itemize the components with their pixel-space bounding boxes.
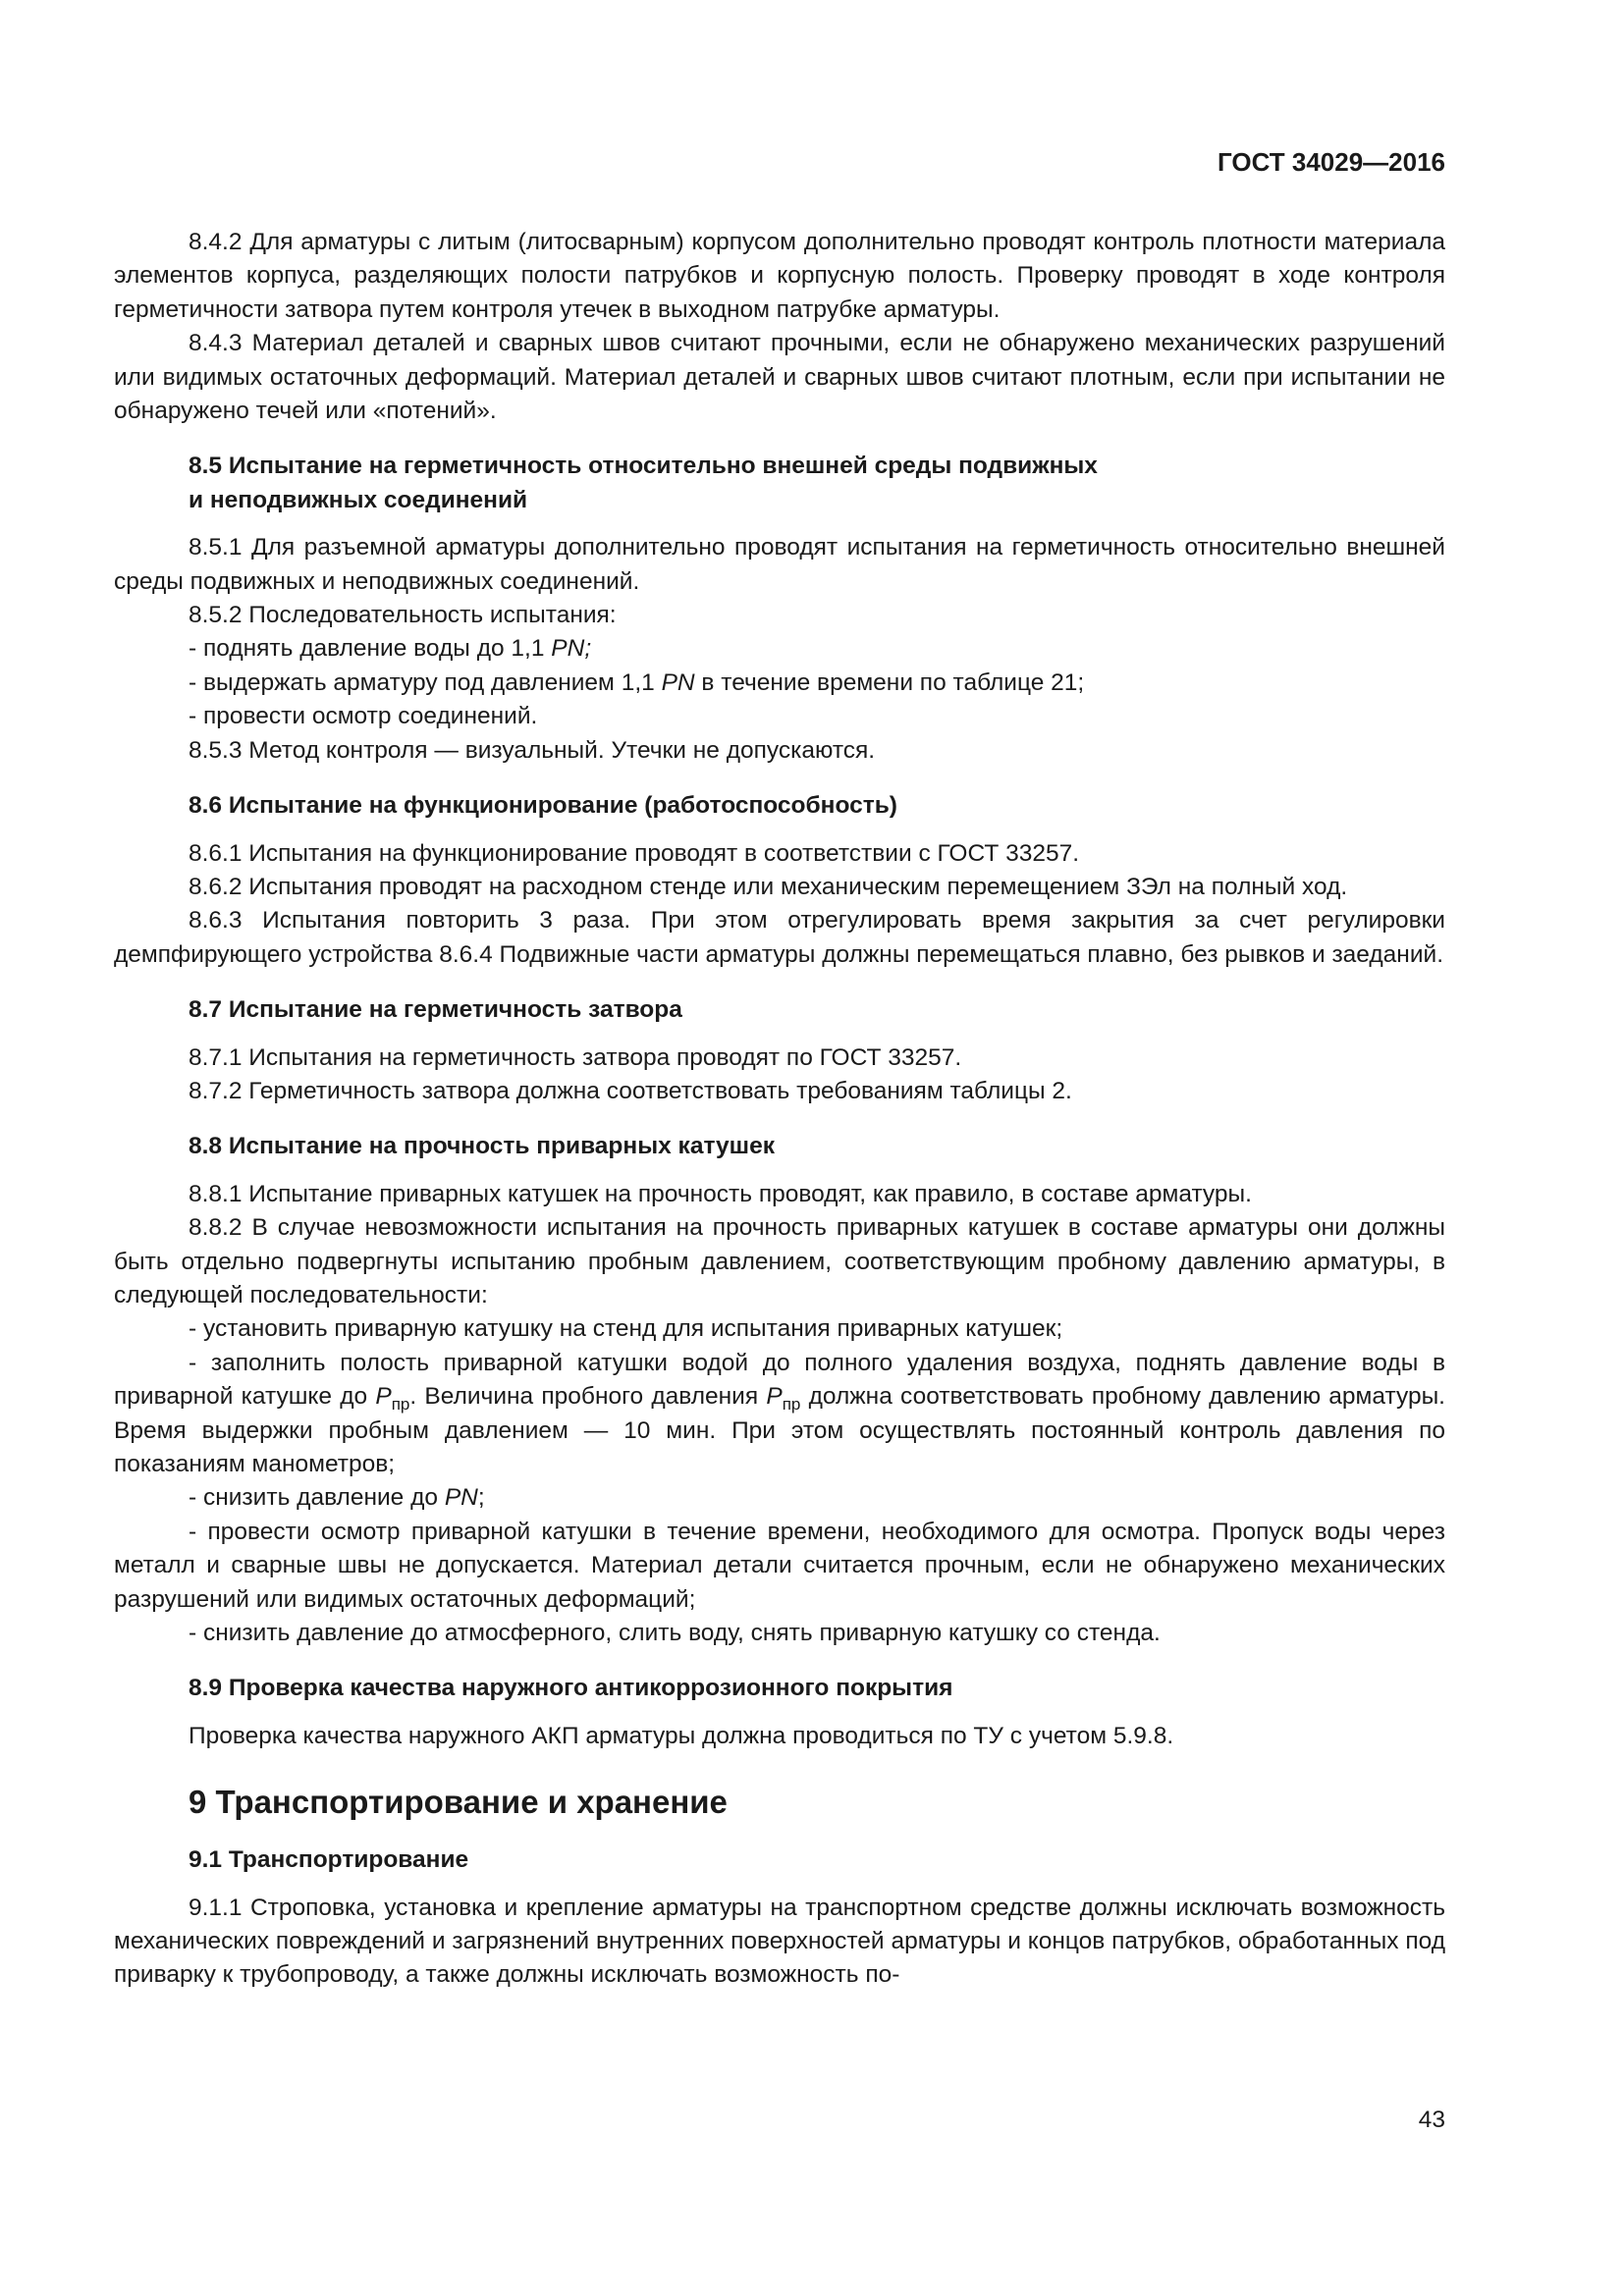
list-item-text: - снизить давление до: [189, 1484, 445, 1512]
heading-8-8: 8.8 Испытание на прочность приварных катушек: [189, 1133, 775, 1160]
paragraph-8-6-1: 8.6.1 Испытания на функционирование проводят в соответствии с ГОСТ 33257.: [189, 839, 1080, 867]
heading-section-9: 9 Транспортирование и хранение: [189, 1784, 728, 1821]
paragraph-8-6-3: 8.6.3 Испытания повторить 3 раза. При этом отрегулировать время закрытия за счет регулировки демпфирующего устройства 8.6.4 Подвижные части арматуры должны перемещаться плавно, без рывков и заеданий.: [114, 907, 1445, 968]
paragraph-8-6-2: 8.6.2 Испытания проводят на расходном стенде или механическим перемещением ЗЭл на полный ход.: [189, 873, 1348, 900]
pn-symbol: PN;: [551, 635, 592, 663]
list-item-text: - поднять давление воды до 1,1: [189, 635, 552, 663]
p-symbol: P: [766, 1383, 783, 1411]
p-subscript: пр: [782, 1395, 801, 1415]
heading-8-9: 8.9 Проверка качества наружного антикоррозионного покрытия: [189, 1675, 953, 1702]
document-code: ГОСТ 34029—2016: [1218, 147, 1445, 177]
paragraph-8-8-2: 8.8.2 В случае невозможности испытания на прочность приварных катушек в составе арматуры они должны быть отдельно подвергнуты испытанию пробным давлением, соответствующим пробному давлению арматуры, в следующей последовательности:: [114, 1214, 1445, 1308]
list-item-inspect-joints: - провести осмотр соединений.: [189, 703, 538, 730]
heading-8-5-line2: и неподвижных соединений: [189, 486, 528, 513]
list-item-remove-spool: - снизить давление до атмосферного, слить воду, снять приварную катушку со стенда.: [189, 1620, 1161, 1647]
list-item-install-spool: - установить приварную катушку на стенд для испытания приварных катушек;: [189, 1315, 1063, 1343]
list-item-lower-pressure: [114, 1481, 1445, 1515]
heading-8-5: [114, 450, 1445, 517]
paragraph-9-1-1: 9.1.1 Строповка, установка и крепление арматуры на транспортном средстве должны исключать возможность механических повреждений и загрязнений внутренних поверхностей арматуры и концов патрубков, обработанных под приварку к трубопроводу, а также должны исключать возможность по-: [114, 1894, 1445, 1989]
heading-8-7: 8.7 Испытание на герметичность затвора: [189, 996, 682, 1024]
pn-symbol: PN: [444, 1484, 478, 1512]
heading-8-5-line1: 8.5 Испытание на герметичность относительно внешней среды подвижных: [189, 453, 1098, 480]
paragraph-8-4-3: 8.4.3 Материал деталей и сварных швов считают прочными, если не обнаружено механических разрушений или видимых остаточных деформаций. Материал деталей и сварных швов считают плотным, если при испытании не обнаружено течей или «потений».: [114, 330, 1445, 425]
list-item-fill-spool: [114, 1347, 1445, 1482]
list-item-raise-pressure: [114, 632, 1445, 666]
paragraph-8-4-2: 8.4.2 Для арматуры с литым (литосварным) корпусом дополнительно проводят контроль плотности материала элементов корпуса, разделяющих полости патрубков и корпусную полость. Проверку проводят в ходе контроля герметичности затвора путем контроля утечек в выходном патрубке арматуры.: [114, 229, 1445, 323]
paragraph-8-7-2: 8.7.2 Герметичность затвора должна соответствовать требованиям таблицы 2.: [189, 1077, 1072, 1104]
list-item-text: должна соответствовать пробному давлению арматуры. Время выдержки пробным давлением — 10 мин. При этом осуществлять постоянный контроль давления по показаниям манометров;: [114, 1383, 1445, 1477]
page-body: [114, 226, 1445, 1993]
list-item-text: в течение времени по таблице 21;: [694, 668, 1085, 696]
paragraph-8-5-1: 8.5.1 Для разъемной арматуры дополнительно проводят испытания на герметичность относительно внешней среды подвижных и неподвижных соединений.: [114, 534, 1445, 595]
p-subscript: пр: [391, 1395, 410, 1415]
list-item-text: . Величина пробного давления: [409, 1383, 767, 1411]
list-item-inspect-spool: - провести осмотр приварной катушки в течение времени, необходимого для осмотра. Пропуск воды через металл и сварные швы не допускается. Материал детали считается прочным, если не обнаружено механических разрушений или видимых остаточных деформаций;: [114, 1518, 1445, 1613]
list-item-text: ;: [477, 1484, 485, 1512]
paragraph-8-9: Проверка качества наружного АКП арматуры должна проводиться по ТУ с учетом 5.9.8.: [189, 1722, 1174, 1749]
paragraph-8-5-2: 8.5.2 Последовательность испытания:: [189, 602, 617, 629]
paragraph-8-7-1: 8.7.1 Испытания на герметичность затвора проводят по ГОСТ 33257.: [189, 1043, 962, 1071]
paragraph-8-8-1: 8.8.1 Испытание приварных катушек на прочность проводят, как правило, в составе арматуры.: [189, 1180, 1252, 1207]
paragraph-8-5-3: 8.5.3 Метод контроля — визуальный. Утечки не допускаются.: [189, 736, 876, 764]
list-item-text: - заполнить полость приварной катушки водой до полного удаления воздуха, поднять давление воды в приварной катушке до: [114, 1349, 1445, 1411]
list-item-text: - выдержать арматуру под давлением 1,1: [189, 668, 662, 696]
heading-9-1: 9.1 Транспортирование: [189, 1846, 469, 1874]
page-number: 43: [1418, 2107, 1445, 2133]
heading-8-6: 8.6 Испытание на функционирование (работоспособность): [189, 792, 897, 820]
p-symbol: P: [375, 1383, 392, 1411]
list-item-hold-pressure: [114, 667, 1445, 700]
pn-symbol: PN: [661, 668, 695, 696]
